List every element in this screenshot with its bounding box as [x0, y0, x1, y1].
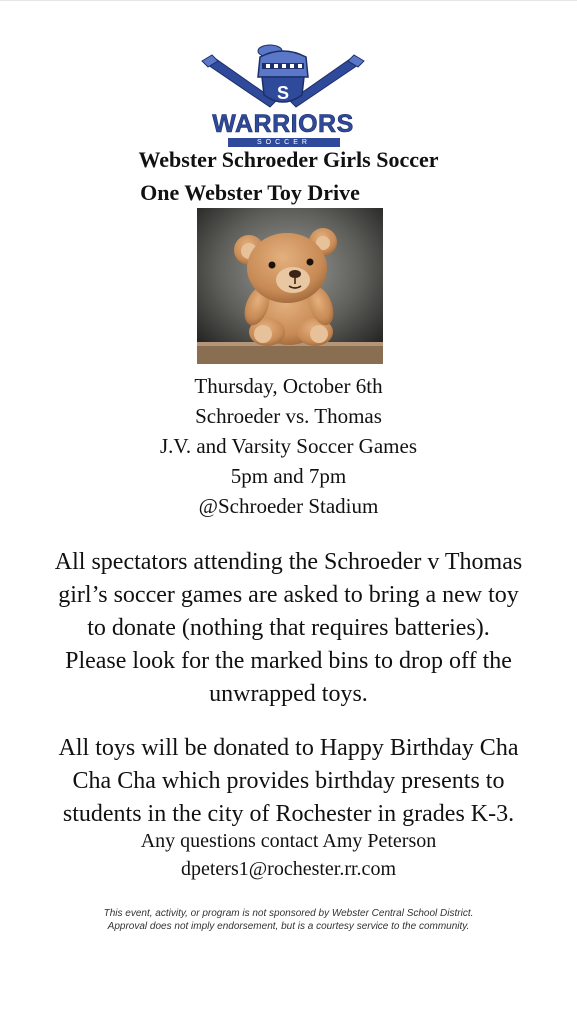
event-details — [0, 371, 577, 521]
contact-email[interactable]: dpeters1@rochester.rr.com — [180, 858, 396, 880]
paragraph-line: All toys will be donated to Happy Birthday Cha — [58, 735, 519, 761]
warriors-soccer-logo — [198, 43, 368, 147]
event-date: Thursday, October 6th — [194, 374, 383, 398]
paragraph-line: students in the city of Rochester in grades K-3. — [62, 801, 515, 827]
donation-request-paragraph — [0, 546, 577, 711]
paragraph-line: unwrapped toys. — [209, 681, 368, 707]
logo-subtitle: SOCCER — [228, 138, 340, 147]
flyer-subtitle: One Webster Toy Drive — [140, 180, 360, 205]
disclaimer-line: Approval does not imply endorsement, but is a courtesy service to the community. — [107, 921, 470, 932]
donation-recipient-paragraph — [0, 732, 577, 831]
disclaimer-line: This event, activity, or program is not sponsored by Webster Central School District. — [103, 908, 474, 919]
event-matchup: Schroeder vs. Thomas — [195, 404, 382, 428]
paragraph-line: All spectators attending the Schroeder v Thomas — [54, 549, 523, 575]
disclaimer — [0, 907, 577, 933]
svg-text:S: S — [276, 83, 290, 103]
paragraph-line: Cha Cha which provides birthday presents to — [72, 768, 505, 794]
event-location: @Schroeder Stadium — [198, 494, 379, 518]
event-games: J.V. and Varsity Soccer Games — [159, 434, 417, 458]
logo-wordmark: WARRIORS — [212, 110, 354, 138]
paragraph-line: to donate (nothing that requires batteries). — [87, 615, 490, 641]
teddy-bear-photo — [197, 208, 383, 364]
knight-helmet-crossed-swords-icon — [198, 43, 368, 113]
contact-name: Any questions contact Amy Peterson — [140, 830, 437, 852]
event-times: 5pm and 7pm — [230, 464, 347, 488]
paragraph-line: Please look for the marked bins to drop off the — [65, 648, 512, 674]
flyer-title: Webster Schroeder Girls Soccer — [138, 147, 439, 172]
contact-info — [0, 827, 577, 883]
paragraph-line: girl’s soccer games are asked to bring a new toy — [58, 582, 519, 608]
